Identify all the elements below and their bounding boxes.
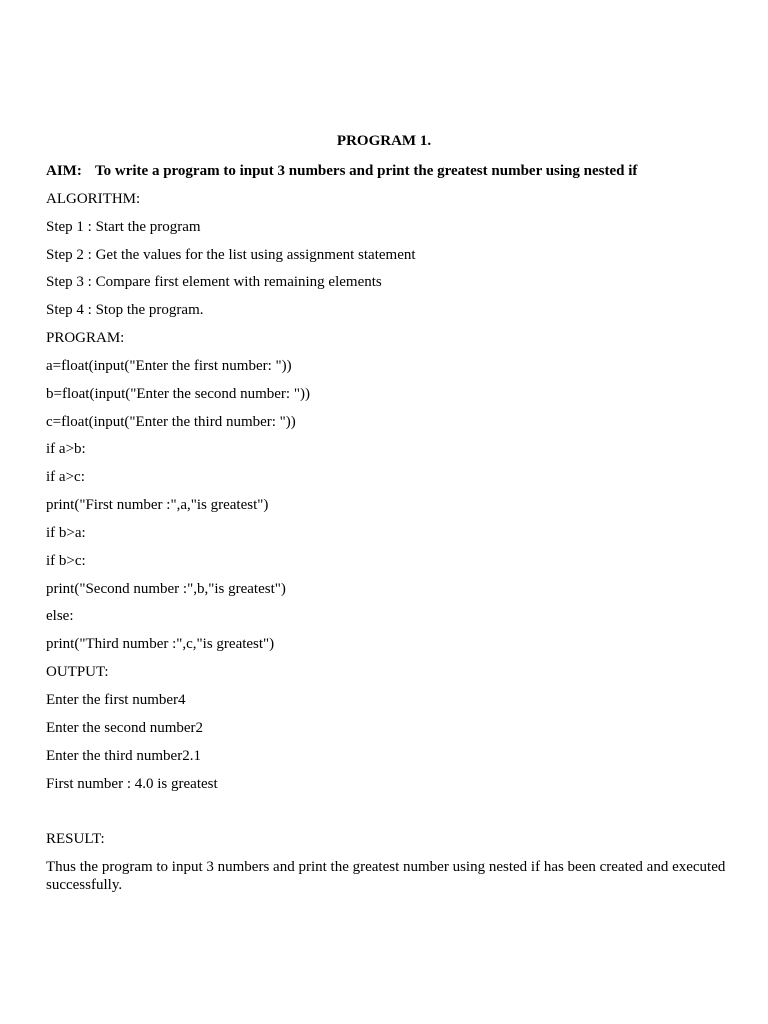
algorithm-step: Step 3 : Compare first element with remaining elements: [46, 274, 382, 290]
result-heading: RESULT:: [46, 831, 105, 847]
result-text: Thus the program to input 3 numbers and print the greatest number using nested if has been created and executed successfully.: [46, 859, 726, 893]
output-line: Enter the third number2.1: [46, 748, 201, 764]
code-line: print("Third number :",c,"is greatest"): [46, 636, 275, 652]
code-line: c=float(input("Enter the third number: ")): [46, 414, 296, 430]
code-line: b=float(input("Enter the second number: ")): [46, 386, 310, 402]
code-line: if b>a:: [46, 525, 86, 541]
algorithm-step: Step 1 : Start the program: [46, 219, 201, 235]
code-line: print("First number :",a,"is greatest"): [46, 497, 269, 513]
algorithm-heading: ALGORITHM:: [46, 191, 141, 207]
aim-label: AIM:: [46, 163, 82, 179]
aim-line: [46, 162, 637, 180]
code-line: print("Second number :",b,"is greatest"): [46, 581, 286, 597]
program-title: PROGRAM 1.: [336, 133, 432, 149]
code-line: if b>c:: [46, 553, 86, 569]
output-heading: OUTPUT:: [46, 664, 109, 680]
code-line: if a>b:: [46, 441, 86, 457]
code-line: if a>c:: [46, 469, 85, 485]
algorithm-step: Step 4 : Stop the program.: [46, 302, 204, 318]
algorithm-step: Step 2 : Get the values for the list using assignment statement: [46, 247, 416, 263]
code-line: a=float(input("Enter the first number: ")): [46, 358, 292, 374]
output-line: Enter the second number2: [46, 720, 204, 736]
program-heading: PROGRAM:: [46, 330, 125, 346]
code-line: else:: [46, 608, 74, 624]
output-line: First number : 4.0 is greatest: [46, 776, 218, 792]
aim-text: To write a program to input 3 numbers and print the greatest number using nested if: [95, 163, 638, 179]
output-line: Enter the first number4: [46, 692, 186, 708]
